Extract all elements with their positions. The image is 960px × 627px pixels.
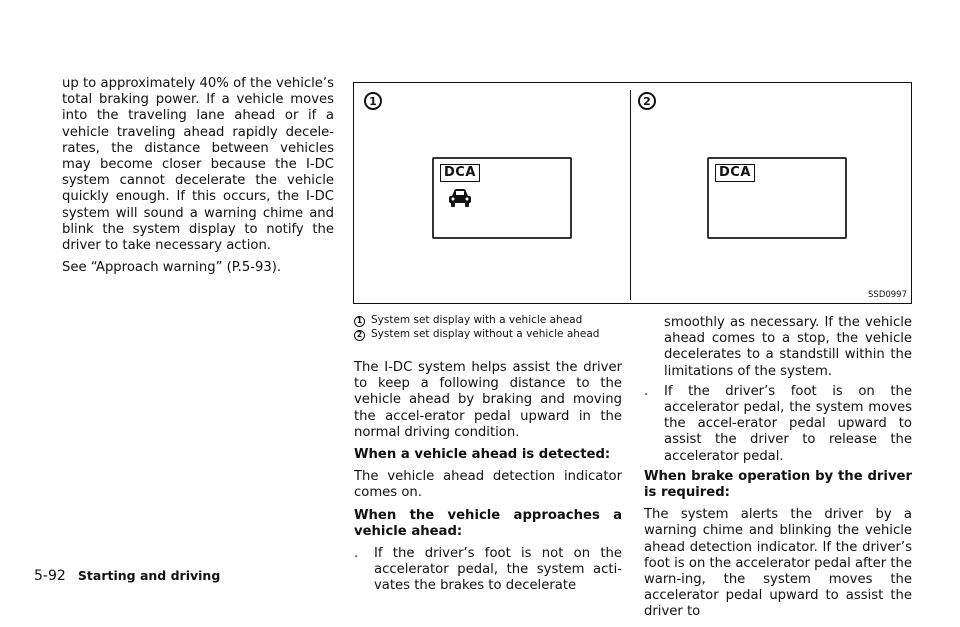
bullet-2-text: If the driver’s foot is on the accelerator pedal, the system moves the accel-erator pedal upward to assist the driver to release the accelerator pedal. — [664, 383, 912, 464]
left-paragraph-1: up to approximately 40% of the vehicle’s total braking power. If a vehicle moves into the traveling lane ahead or if a vehicle traveling ahead rapidly decele-rates, the distance between vehicles may become closer because the I-DC system cannot decelerate the vehicle quickly enough. If this occurs, the I-DC system will sound a warning chime and blink the system display to notify the driver to take necessary action. — [62, 76, 334, 254]
display-with-vehicle — [432, 157, 572, 239]
heading-vehicle-approaches: When the vehicle approaches a vehicle ahead: — [354, 507, 622, 539]
right-paragraph-3: The system alerts the driver by a warning chime and blinking the vehicle ahead detection indicator. If the driver’s foot is on the accelerator pedal after the warn-ing, the system moves the accelerator pedal upward to assist the driver to — [644, 507, 912, 620]
heading-vehicle-detected: When a vehicle ahead is detected: — [354, 447, 611, 463]
heading-brake-required: When brake operation by the driver is required: — [644, 468, 912, 501]
caption-2-text: System set display without a vehicle ahead — [371, 328, 600, 340]
bullet-2 — [644, 384, 912, 465]
caption-1 — [354, 314, 622, 326]
caption-1-number: 1 — [354, 316, 365, 327]
figure-divider — [630, 90, 631, 300]
middle-column — [354, 360, 622, 599]
left-column — [62, 76, 334, 282]
dca-label-1: DCA — [440, 164, 480, 182]
middle-paragraph-2: The vehicle ahead detection indicator comes on. — [354, 469, 622, 501]
panel-1-number: 1 — [364, 92, 382, 110]
display-without-vehicle — [707, 157, 847, 239]
caption-2-number: 2 — [354, 330, 365, 341]
figure-code: SSD0997 — [868, 290, 907, 300]
bullet-1-text-start: If the driver’s foot is not on the accelerator pedal, the system acti-vates the brakes to decelerate — [374, 546, 622, 594]
left-paragraph-2: See “Approach warning” (P.5-93). — [62, 260, 282, 276]
vehicle-ahead-icon — [446, 186, 474, 208]
bullet-1-start — [354, 546, 622, 595]
bullet-1-continued — [644, 315, 912, 380]
bullet-dot: . — [644, 383, 649, 399]
page-footer — [34, 568, 220, 584]
figure-captions — [354, 314, 622, 342]
caption-2 — [354, 328, 622, 340]
dca-label-2: DCA — [715, 164, 755, 182]
panel-2-number: 2 — [638, 92, 656, 110]
page-number: 5-92 — [34, 568, 66, 584]
bullet-1-text-continued: smoothly as necessary. If the vehicle ahead comes to a stop, the vehicle decelerates to a standstill within the limitations of the system. — [664, 315, 912, 379]
bullet-dot: . — [354, 546, 359, 562]
middle-paragraph-1: The I-DC system helps assist the driver to keep a following distance to the vehicle ahead by braking and moving the accel-erator pedal upward in the normal driving condition. — [354, 360, 622, 440]
figure-frame — [353, 82, 912, 304]
caption-1-text: System set display with a vehicle ahead — [371, 314, 583, 326]
section-title: Starting and driving — [77, 568, 221, 583]
right-column — [644, 315, 912, 627]
